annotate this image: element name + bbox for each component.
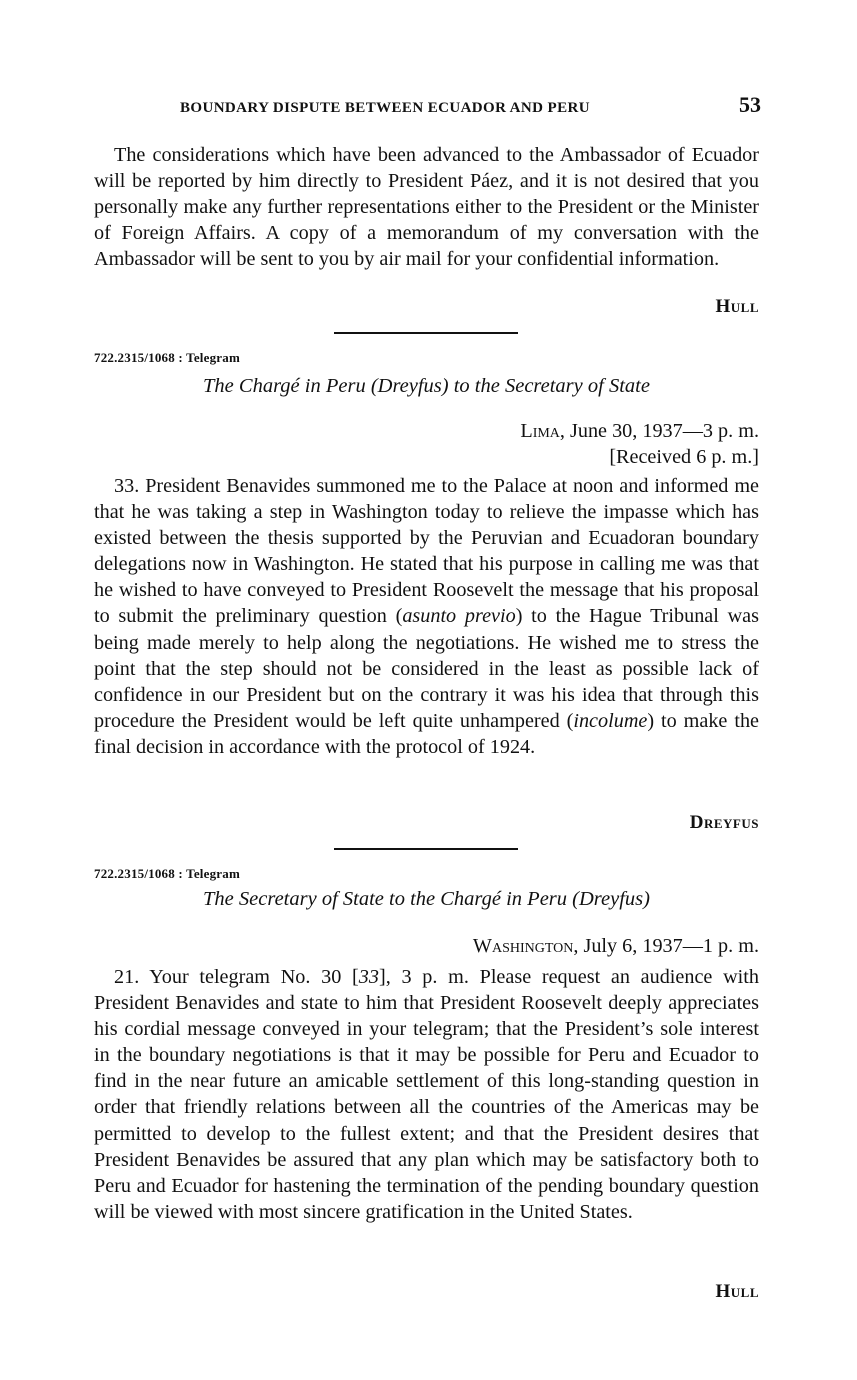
telegram-body — [94, 473, 759, 760]
received-note: [Received 6 p. m.] — [609, 446, 759, 468]
signature-dreyfus: Dreyfus — [689, 812, 759, 833]
page-number: 53 — [739, 92, 761, 117]
dateline — [520, 420, 759, 443]
italic-term: 33 — [358, 966, 379, 988]
body-text: 33. President Benavides summoned me to the Palace at noon and informed me that he was taking a step in Washington today to relieve the impasse which has existed between the thesis supported by the Peruvian and Ecuadoran boundary delegations now in Washington. He stated that his purpose in calling me was that he wished to have conveyed to President Roosevelt the message that his proposal to submit the preliminary question ( — [94, 475, 759, 628]
body-text: ) to make the final decision in accordance with the protocol of 1924. — [94, 709, 760, 758]
signature-hull-2: Hull — [715, 1281, 759, 1302]
italic-term: incolume — [573, 709, 648, 732]
body-text: ) to the Hague Tribunal was being made merely to help along the negotiations. He wished me to stress the point that the step should not be considered in the least as possible lack of confidence in our President but on the contrary it was his idea that through this procedure the President would be left quite unhampered ( — [94, 605, 759, 732]
continuation-paragraph: The considerations which have been advanced to the Ambassador of Ecuador will be reported by him directly to President Páez, and it is not desired that you personally make any further representations either to the President or the Minister of Foreign Affairs. A copy of a memorandum of my conversation with the Ambassador will be sent to you by air mail for your confidential information. — [94, 144, 759, 271]
telegram-body — [94, 964, 759, 1225]
body-text: 21. Your telegram No. 30 [ — [114, 966, 359, 988]
file-reference: 722.2315/1068 : Telegram — [94, 350, 240, 365]
italic-term: asunto previo — [402, 605, 516, 628]
dateline-date: , July 6, 1937—1 p. m. — [573, 935, 759, 957]
running-head: BOUNDARY DISPUTE BETWEEN ECUADOR AND PERU — [180, 100, 590, 116]
dateline-date: , June 30, 1937—3 p. m. — [559, 420, 759, 442]
page-header — [94, 92, 761, 126]
document-title: The Chargé in Peru (Dreyfus) to the Secretary of State — [203, 375, 650, 397]
dateline — [473, 935, 759, 958]
signature-hull-1: Hull — [715, 296, 759, 317]
document-title: The Secretary of State to the Chargé in Peru (Dreyfus) — [203, 888, 650, 910]
section-divider — [334, 332, 518, 334]
body-text: ], 3 p. m. Please request an audience with President Benavides and state to him that President Roosevelt deeply appreciates his cordial message conveyed in your telegram; that the President’s sole interest in the boundary negotiations is that it may be possible for Peru and Ecuador to find in the near future an amicable settlement of this long-standing question in order that friendly relations between all the countries of the Americas may be permitted to develop to the fullest extent; and that the President desires that President Benavides be assured that any plan which may be satisfactory both to Peru and Ecuador for hastening the termination of the pending boundary question will be viewed with most sincere gratification in the United States. — [94, 966, 759, 1223]
dateline-place: Washington — [472, 935, 574, 957]
file-reference: 722.2315/1068 : Telegram — [94, 866, 240, 881]
section-divider — [334, 848, 518, 850]
dateline-place: Lima — [520, 420, 560, 442]
